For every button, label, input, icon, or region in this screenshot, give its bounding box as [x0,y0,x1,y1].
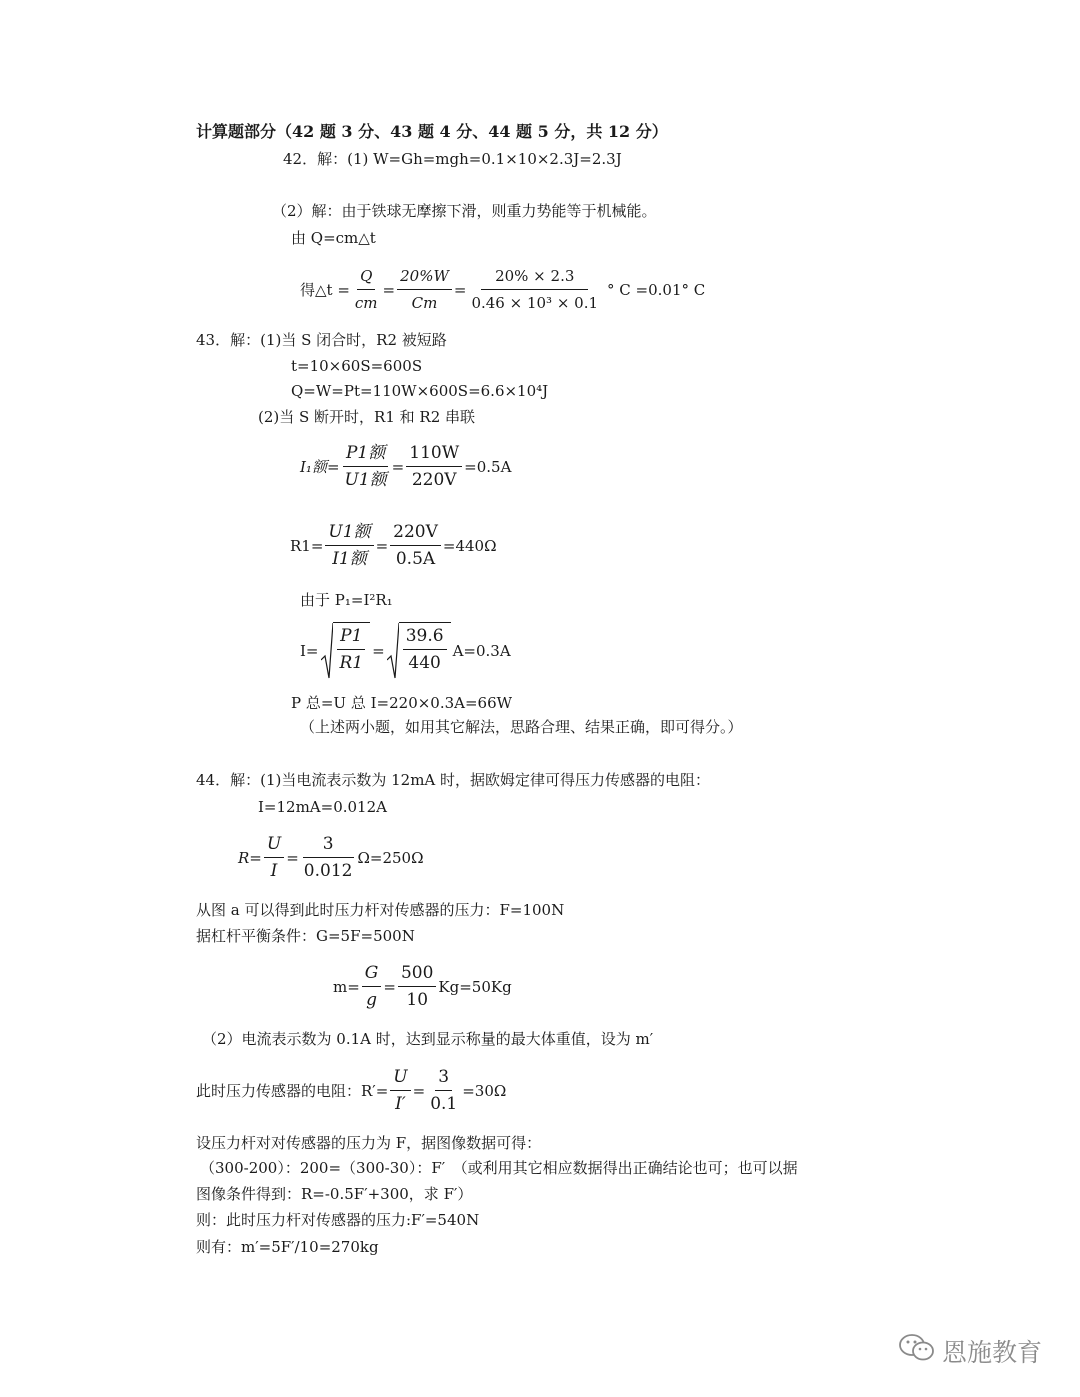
numerator: 3 [435,1066,452,1091]
q44-line1: 44．解：(1)当电流表示数为 12mA 时，据欧姆定律可得压力传感器的电阻： [196,771,711,789]
q44-line7: （300-200）：200=（300-30）：F′ （或利用其它相应数据得出正确结论也可；也可以据 [200,1159,798,1177]
fraction [362,962,382,1011]
denominator: 0.5A [395,549,436,569]
q42-line3: 由 Q=cm△t [291,229,376,247]
q44-line10: 则有：m′=5F′/10=270kg [196,1238,379,1256]
eq-prefix: 此时压力传感器的电阻：R′= [196,1082,389,1100]
eq-suffix: =0.5A [464,457,512,476]
numerator: G [362,962,382,987]
fraction [325,521,373,570]
numerator: U [264,833,284,858]
fraction [352,265,381,314]
q43-resistance-equation: R1= $\frac{\text{U1额}}{\text{I1额}}$ = $\frac{220V}{0.5A}$ =440Ω [290,522,497,569]
q43-line2: t=10×60S=600S [291,357,423,375]
numerator: 220V [390,521,441,546]
q44-line2: I=12mA=0.012A [258,798,387,816]
eq-prefix: I₁额= [300,458,340,476]
sqrt-radical [321,622,371,680]
numerator: P1额 [343,442,388,467]
fraction [427,1066,460,1115]
fraction [397,265,452,314]
numerator: P1 [337,625,365,650]
q44-mass-equation: m= $\frac{G}{g}$ = $\frac{500}{10}$ Kg=50Kg [333,963,512,1010]
eq-suffix: =30Ω [462,1081,507,1100]
numerator: 20% × 2.3 [481,265,588,290]
eq-prefix: m= [333,977,360,996]
q43-line7: （上述两小题，如用其它解法，思路合理、结果正确，即可得分。） [300,718,743,736]
denominator: 10 [406,990,429,1010]
fraction [468,265,601,314]
watermark [898,1333,1042,1369]
fraction [398,962,436,1011]
eq-suffix: =440Ω [442,536,497,555]
fraction [301,833,356,882]
denominator: I′ [395,1094,406,1114]
denominator: 0.1 [430,1094,458,1114]
eq-prefix: I= [300,642,319,660]
numerator: 500 [398,962,436,987]
numerator: Q [357,265,375,290]
sqrt-radical [387,622,451,680]
q43-line4: (2)当 S 断开时，R1 和 R2 串联 [258,408,476,426]
q43-line5: 由于 P₁=I²R₁ [300,591,393,609]
denominator: cm [354,294,378,312]
denominator: 440 [408,653,441,673]
eq-suffix: ° C =0.01° C [607,280,706,299]
q44-line6: 设压力杆对对传感器的压力为 F，据图像数据可得： [196,1134,542,1152]
eq-prefix: 得△t = [300,281,350,299]
denominator: I [270,861,278,881]
denominator: g [366,990,378,1010]
fraction [390,1066,410,1115]
q44-resistance-equation: R= $\frac{U}{I}$ = $\frac{3}{0.012}$ Ω=250Ω [238,834,424,881]
numerator: 110W [406,442,462,467]
denominator: I1额 [332,549,367,569]
numerator: 3 [303,833,354,858]
numerator: 39.6 [403,625,447,650]
q44-line9: 则：此时压力杆对传感器的压力:F′=540N [196,1211,480,1229]
denominator: U1额 [344,470,387,490]
q44-resistance2-equation: 此时压力传感器的电阻：R′= $\frac{U}{I'}$ = $\frac{3}{0.1}$ =30Ω [196,1067,507,1114]
denominator: R1 [339,653,364,673]
numerator: U [390,1066,410,1091]
fraction [390,521,441,570]
numerator: U1额 [325,521,373,546]
denominator: 0.46 × 10³ × 0.1 [471,294,599,312]
watermark-text: 恩施教育 [941,1338,1042,1367]
fraction [264,833,284,882]
q42-line2: （2）解：由于铁球无摩擦下滑，则重力势能等于机械能。 [272,202,657,220]
denominator: Cm [411,294,438,312]
q43-sqrt-equation: I= $\frac{P1}{R1}$ = $\frac{39.6}{440}$ A=0.3A [300,622,511,680]
fraction [337,625,367,674]
fraction [403,625,447,674]
q43-current-equation: I₁额= $\frac{\text{P1额}}{\text{U1额}}$ = $\frac{110W}{220V}$ =0.5A [300,443,512,490]
eq-suffix: Ω=250Ω [357,848,424,867]
wechat-icon [898,1333,942,1369]
q42-line1: 42．解：(1) W=Gh=mgh=0.1×10×2.3J=2.3J [283,150,622,168]
eq-prefix: R1= [290,536,324,555]
eq-suffix: A=0.3A [452,642,511,660]
q42-equation: 得△t = $\frac{Q}{cm}$ = $\frac{20\%W}{Cm}$ = $\frac{20\% \times 2.3}{\text{0.46 × 10³ × 0.1}}$ ° C =0.01° C [300,267,706,312]
eq-suffix: Kg=50Kg [438,977,512,996]
q44-line5: （2）电流表示数为 0.1A 时，达到显示称量的最大体重值，设为 m′ [202,1030,654,1048]
section-heading: 计算题部分（42 题 3 分、43 题 4 分、44 题 5 分，共 12 分） [196,122,668,141]
fraction [406,442,462,491]
denominator: 0.012 [303,861,353,881]
eq-prefix: R= [238,848,262,867]
q43-line6: P 总=U 总 I=220×0.3A=66W [291,694,513,712]
q43-line3: Q=W=Pt=110W×600S=6.6×10⁴J [291,382,549,400]
denominator: 220V [411,470,457,490]
numerator: 20%W [397,265,452,290]
fraction [342,442,390,491]
q44-line4: 据杠杆平衡条件：G=5F=500N [196,927,415,945]
q44-line3: 从图 a 可以得到此时压力杆对传感器的压力：F=100N [196,901,565,919]
q44-line8: 图像条件得到：R=-0.5F′+300，求 F′） [196,1185,473,1203]
q43-line1: 43．解：(1)当 S 闭合时，R2 被短路 [196,331,447,349]
